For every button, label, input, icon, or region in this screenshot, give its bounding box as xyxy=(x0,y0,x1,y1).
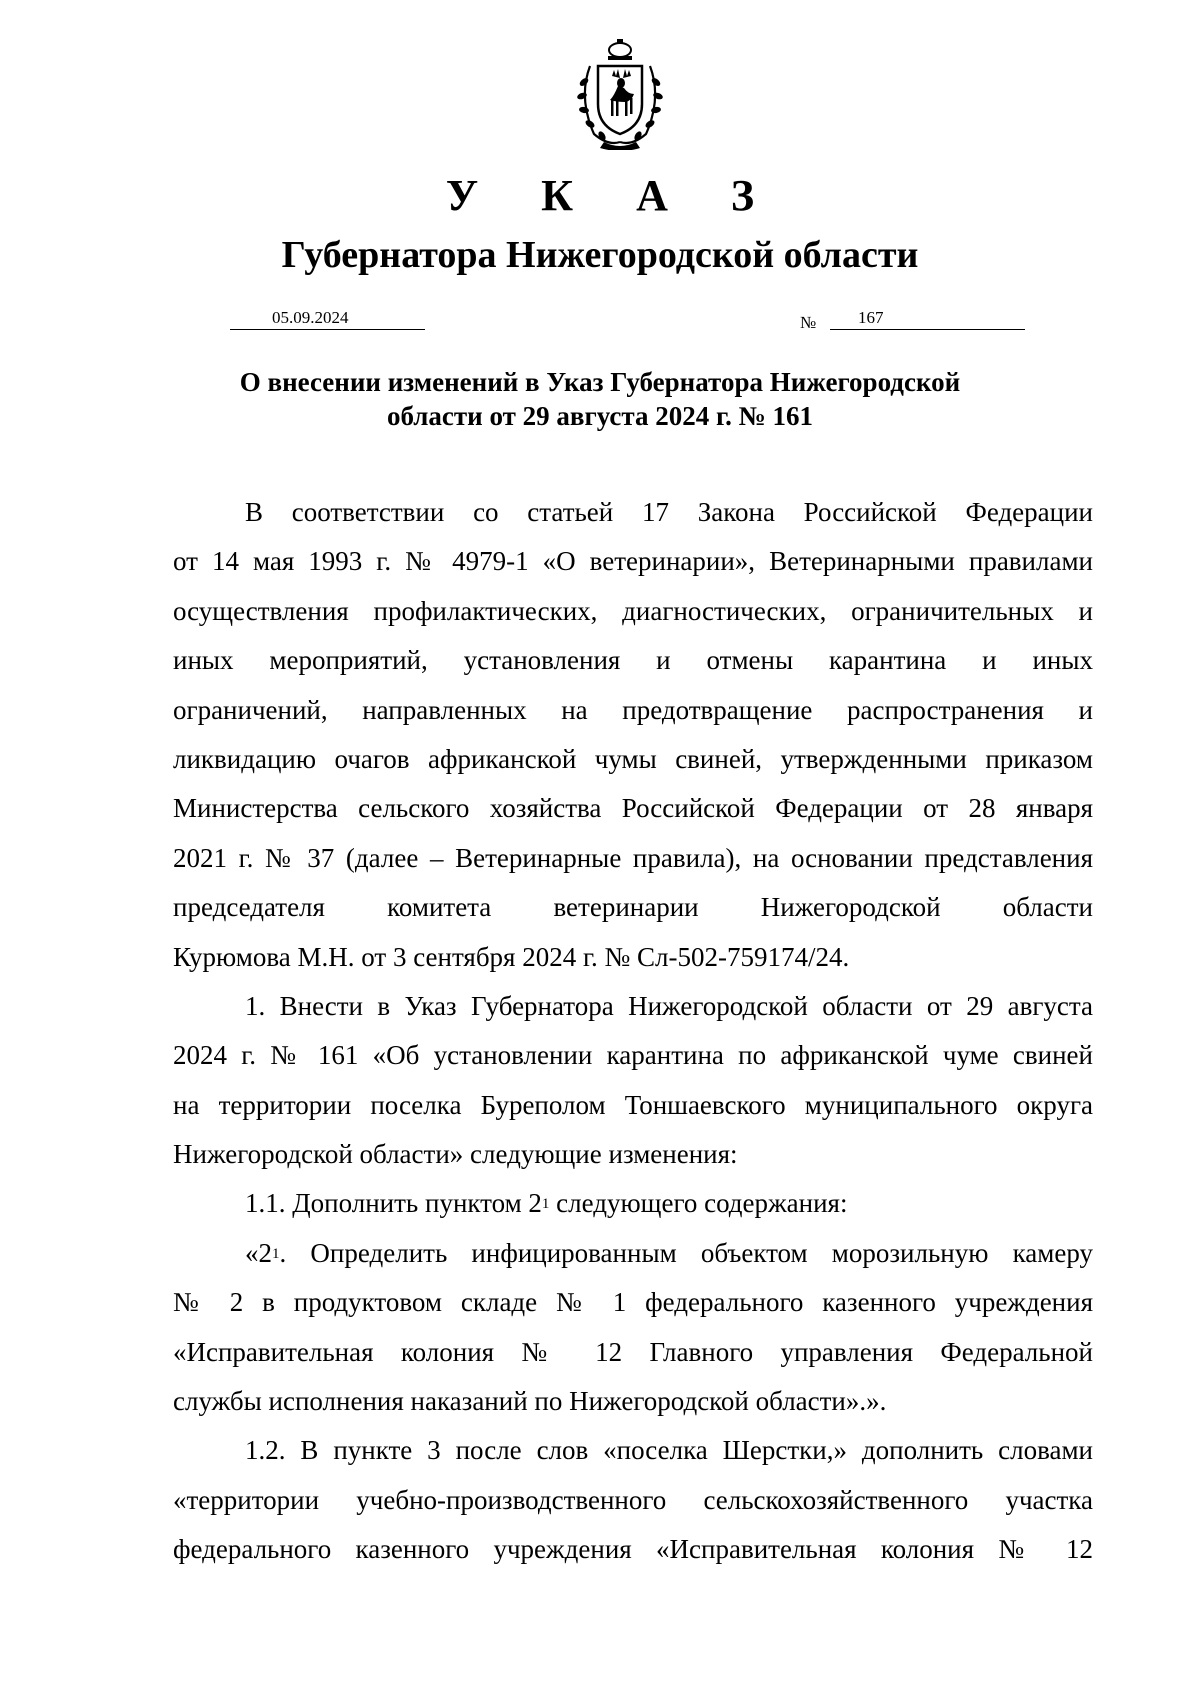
issuer-heading: Губернатора Нижегородской области xyxy=(281,234,919,276)
text-run: . Определить инфицированным объектом морозильную камеру xyxy=(279,1237,1093,1268)
number-sign: № xyxy=(800,313,817,332)
document-type-heading: У К А З xyxy=(445,171,781,220)
body-line: федерального казенного учреждения «Исправительная колония № 12 xyxy=(173,1534,1093,1565)
body-line: 1. Внести в Указ Губернатора Нижегородской области от 29 августа xyxy=(245,990,1093,1021)
body-line: № 2 в продуктовом складе № 1 федерального казенного учреждения xyxy=(173,1287,1093,1318)
body-line: на территории поселка Буреполом Тоншаевского муниципального округа xyxy=(173,1089,1093,1120)
body-line: «территории учебно-производственного сельскохозяйственного участка xyxy=(173,1484,1093,1515)
title-line: области от 29 августа 2024 г. № 161 xyxy=(386,401,814,431)
text-run: следующего содержания: xyxy=(549,1188,848,1219)
body-line: иных мероприятий, установления и отмены карантина и иных xyxy=(173,645,1093,676)
document-title xyxy=(200,365,1000,433)
document-number: 167 xyxy=(830,307,1025,330)
body-line: «Исправительная колония № 12 Главного управления Федеральной xyxy=(173,1336,1093,1367)
body-line: ликвидацию очагов африканской чумы свиней, утвержденными приказом xyxy=(173,743,1093,774)
title-line: О внесении изменений в Указ Губернатора Нижегородской xyxy=(239,367,961,397)
document-body xyxy=(173,488,1093,1575)
body-line xyxy=(173,1179,1093,1228)
text-run: «2 xyxy=(245,1237,272,1268)
body-line: ограничений, направленных на предотвращение распространения и xyxy=(173,694,1093,725)
body-line: В соответствии со статьей 17 Закона Российской Федерации xyxy=(245,497,1093,527)
body-line: 1.2. В пункте 3 после слов «поселка Шерстки,» дополнить словами xyxy=(245,1435,1093,1466)
body-line: от 14 мая 1993 г. № 4979-1 «О ветеринарии», Ветеринарными правилами xyxy=(173,546,1093,577)
body-line: 2024 г. № 161 «Об установлении карантина по африканской чуме свиней xyxy=(173,1040,1093,1071)
body-line: службы исполнения наказаний по Нижегородской области».». xyxy=(173,1386,887,1417)
body-line: председателя комитета ветеринарии Нижегородской области xyxy=(173,892,1093,923)
superscript: 1 xyxy=(272,1245,280,1262)
body-line xyxy=(173,1229,1093,1278)
body-line: Министерства сельского хозяйства Российской Федерации от 28 января xyxy=(173,793,1093,824)
body-line: осуществления профилактических, диагностических, ограничительных и xyxy=(173,595,1093,626)
document-date: 05.09.2024 xyxy=(230,307,425,330)
text-run: 1.1. Дополнить пунктом 2 xyxy=(245,1188,542,1219)
body-line: 2021 г. № 37 (далее – Ветеринарные правила), на основании представления xyxy=(173,842,1093,873)
body-line: Нижегородской области» следующие изменения: xyxy=(173,1139,738,1170)
superscript: 1 xyxy=(541,1196,550,1213)
crown-icon xyxy=(608,39,632,60)
body-line: Курюмова М.Н. от 3 сентября 2024 г. № Сл-502-759174/24. xyxy=(173,941,850,972)
coat-of-arms-emblem xyxy=(568,38,672,150)
